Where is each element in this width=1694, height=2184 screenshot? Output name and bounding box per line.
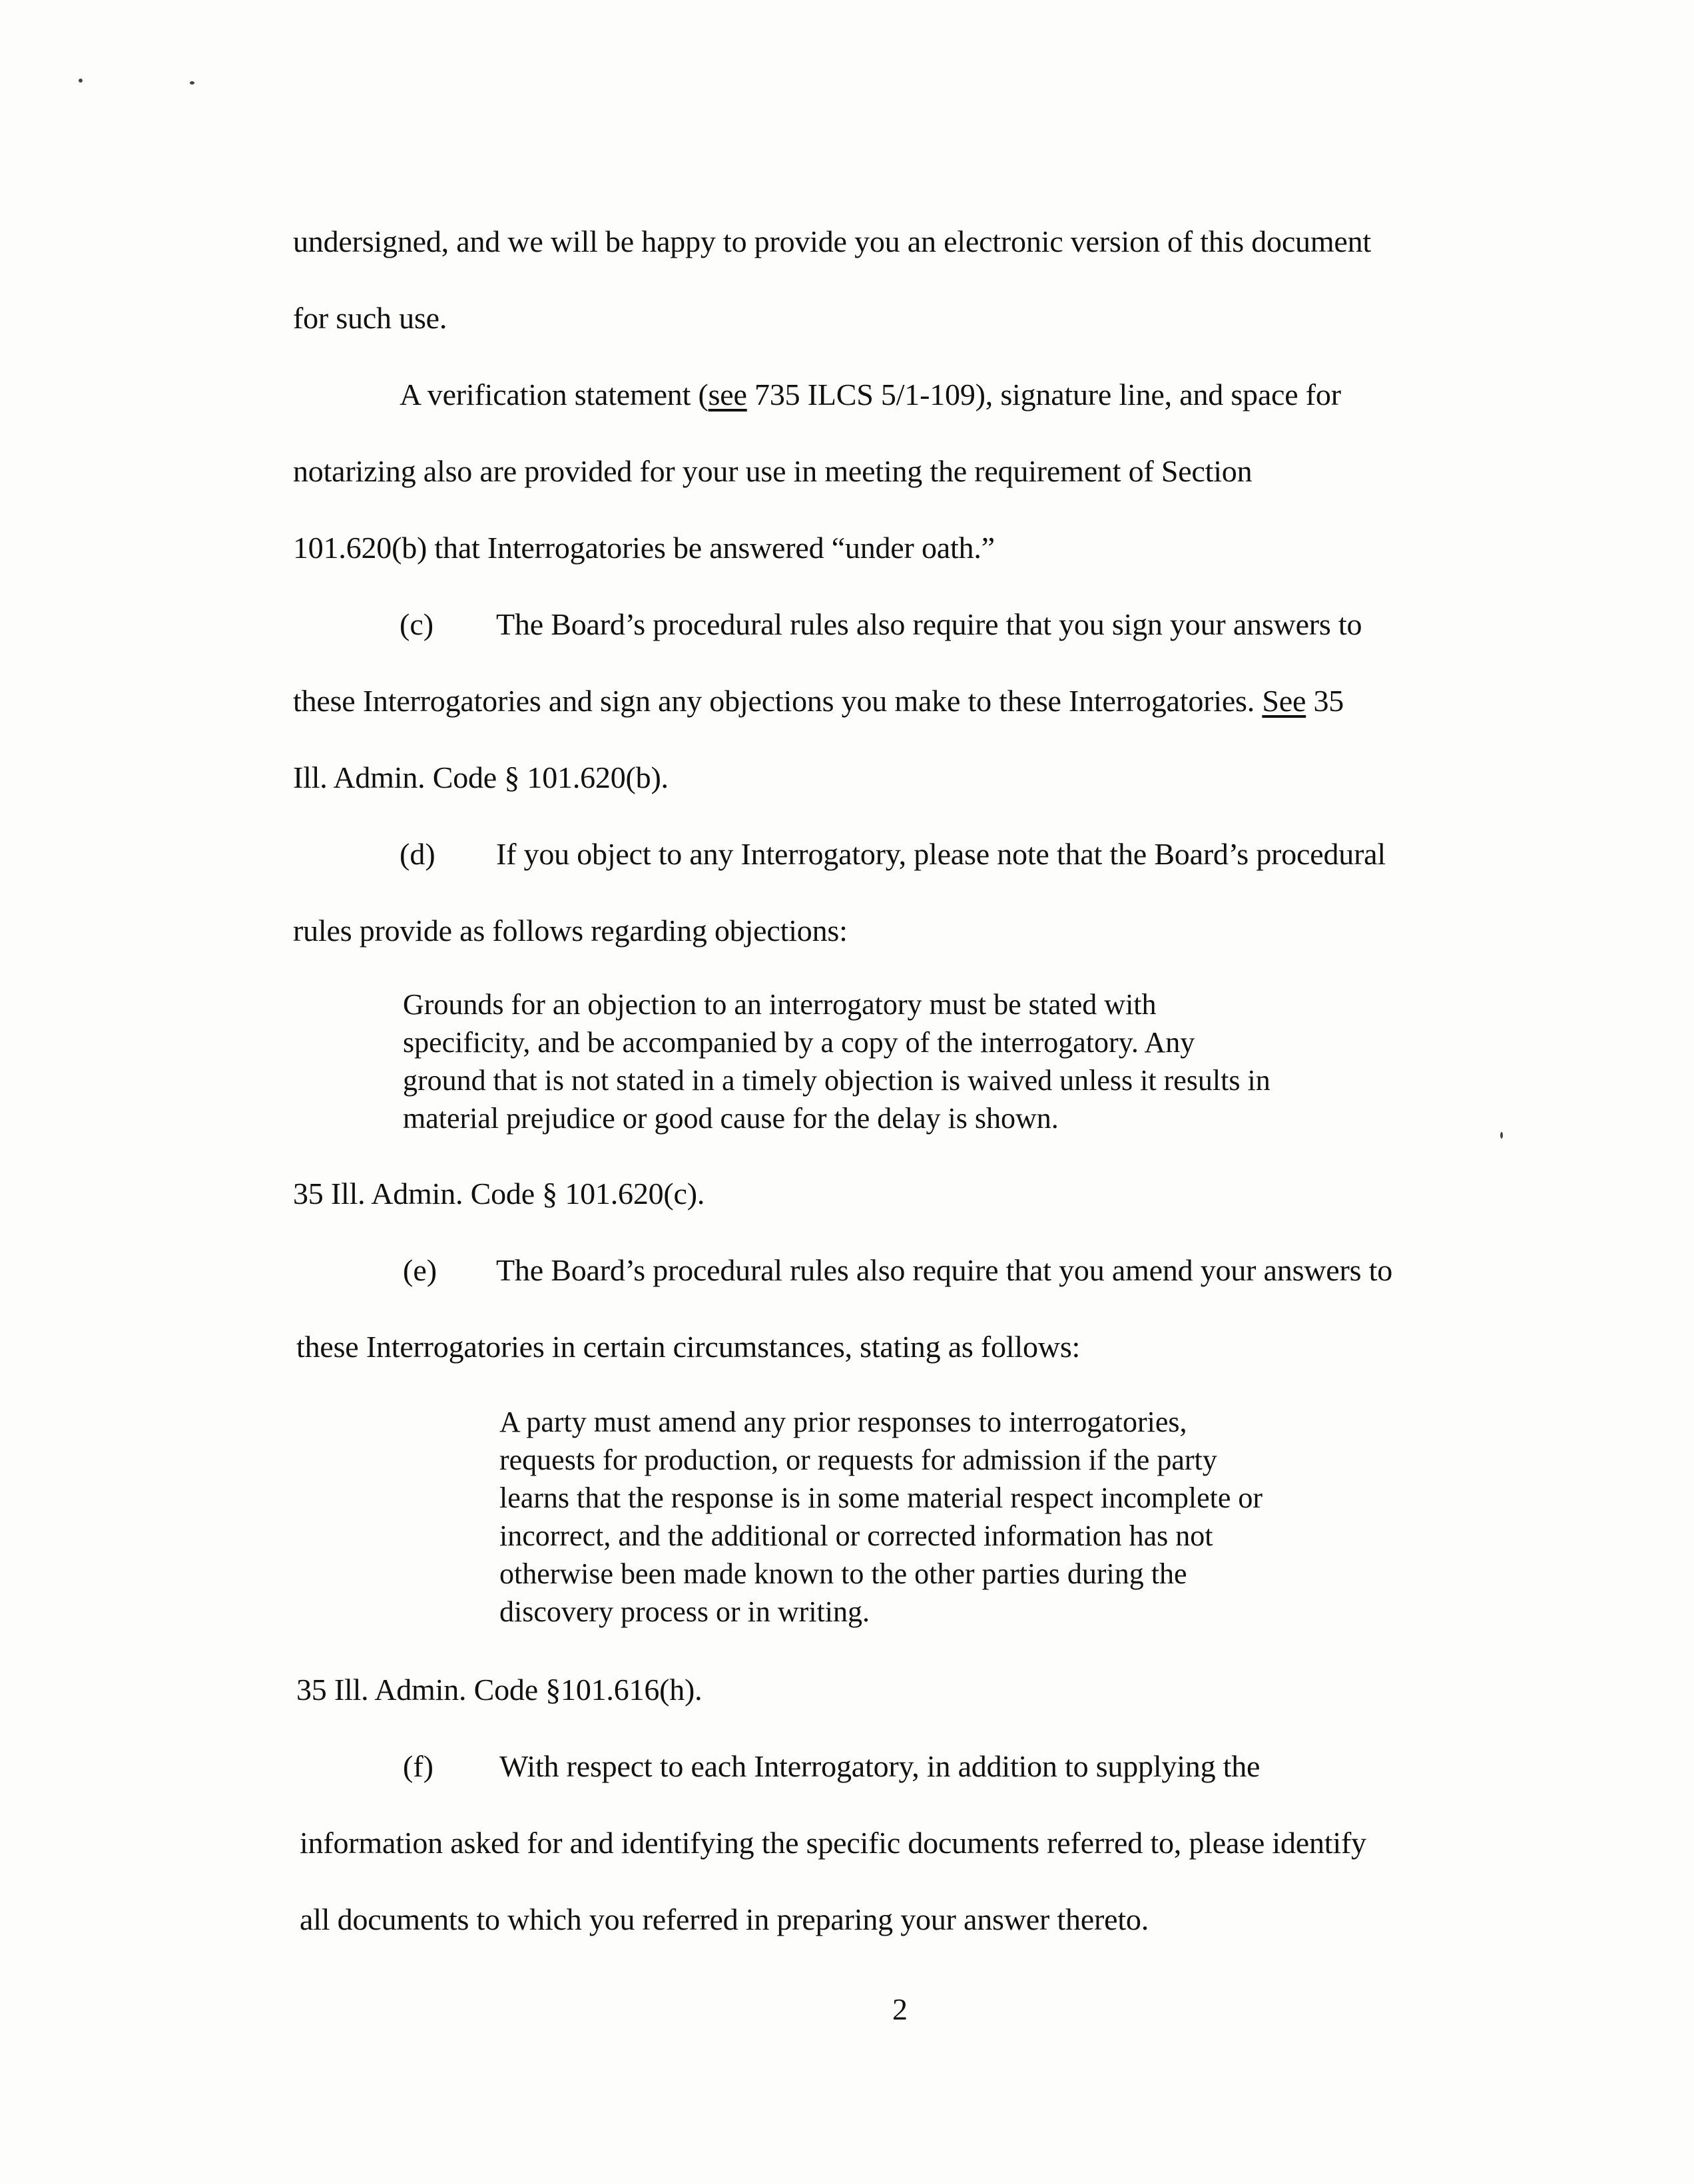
item-d-block-quote: Grounds for an objection to an interrogatory must be stated with specificity, and be accompanied by a copy of the interrogatory. Any ground that is not stated in a timely objection is waived unless it results in material prejudice or good cause for the delay is shown. xyxy=(403,988,1270,1135)
item-e-block-quote: A party must amend any prior responses to interrogatories, requests for production, or requests for admission if the party learns that the response is in some material respect incomplete or incorrect, and the additional or corrected information has not otherwise been made known to the other parties during the discovery process or in writing. xyxy=(499,1406,1263,1628)
item-f-line-3: all documents to which you referred in preparing your answer thereto. xyxy=(300,1902,1149,1936)
item-c-line-3: Ill. Admin. Code § 101.620(b). xyxy=(293,760,669,794)
item-f-line-2: information asked for and identifying the specific documents referred to, please identify xyxy=(300,1826,1366,1860)
item-c-line-2 xyxy=(293,682,1344,720)
page-number: 2 xyxy=(892,1992,908,2026)
item-c-label: (c) xyxy=(400,607,434,641)
item-c-text-a: these Interrogatories and sign any objections you make to these Interrogatories. xyxy=(293,684,1263,718)
verification-text-b: 735 ILCS 5/1-109), signature line, and space for xyxy=(746,378,1341,411)
item-c-line-1: The Board’s procedural rules also require that you sign your answers to xyxy=(496,607,1362,641)
item-e-line-1: The Board’s procedural rules also require that you amend your answers to xyxy=(496,1253,1393,1287)
intro-line-1: undersigned, and we will be happy to provide you an electronic version of this document xyxy=(293,224,1372,258)
item-f-line-1: With respect to each Interrogatory, in addition to supplying the xyxy=(499,1749,1261,1783)
verification-line-1 xyxy=(400,376,1341,413)
scan-speck xyxy=(190,81,194,85)
verification-line-3: 101.620(b) that Interrogatories be answered “under oath.” xyxy=(293,531,995,565)
item-e-label: (e) xyxy=(403,1253,437,1287)
intro-line-2: for such use. xyxy=(293,301,447,335)
item-d-citation: 35 Ill. Admin. Code § 101.620(c). xyxy=(293,1177,705,1211)
verification-text-a: A verification statement ( xyxy=(400,378,708,411)
scan-speck xyxy=(1500,1132,1503,1139)
item-d-line-1: If you object to any Interrogatory, please note that the Board’s procedural xyxy=(496,837,1386,871)
item-c-text-b: 35 xyxy=(1306,684,1344,718)
scan-speck xyxy=(79,79,83,83)
see-reference: See xyxy=(1262,684,1306,718)
item-d-label: (d) xyxy=(400,837,435,871)
item-e-citation: 35 Ill. Admin. Code §101.616(h). xyxy=(296,1673,703,1707)
see-reference: see xyxy=(708,378,747,411)
verification-line-2: notarizing also are provided for your use in meeting the requirement of Section xyxy=(293,454,1253,488)
item-f-label: (f) xyxy=(403,1749,433,1783)
item-d-line-2: rules provide as follows regarding objections: xyxy=(293,914,848,948)
item-e-line-2: these Interrogatories in certain circumstances, stating as follows: xyxy=(296,1330,1081,1364)
